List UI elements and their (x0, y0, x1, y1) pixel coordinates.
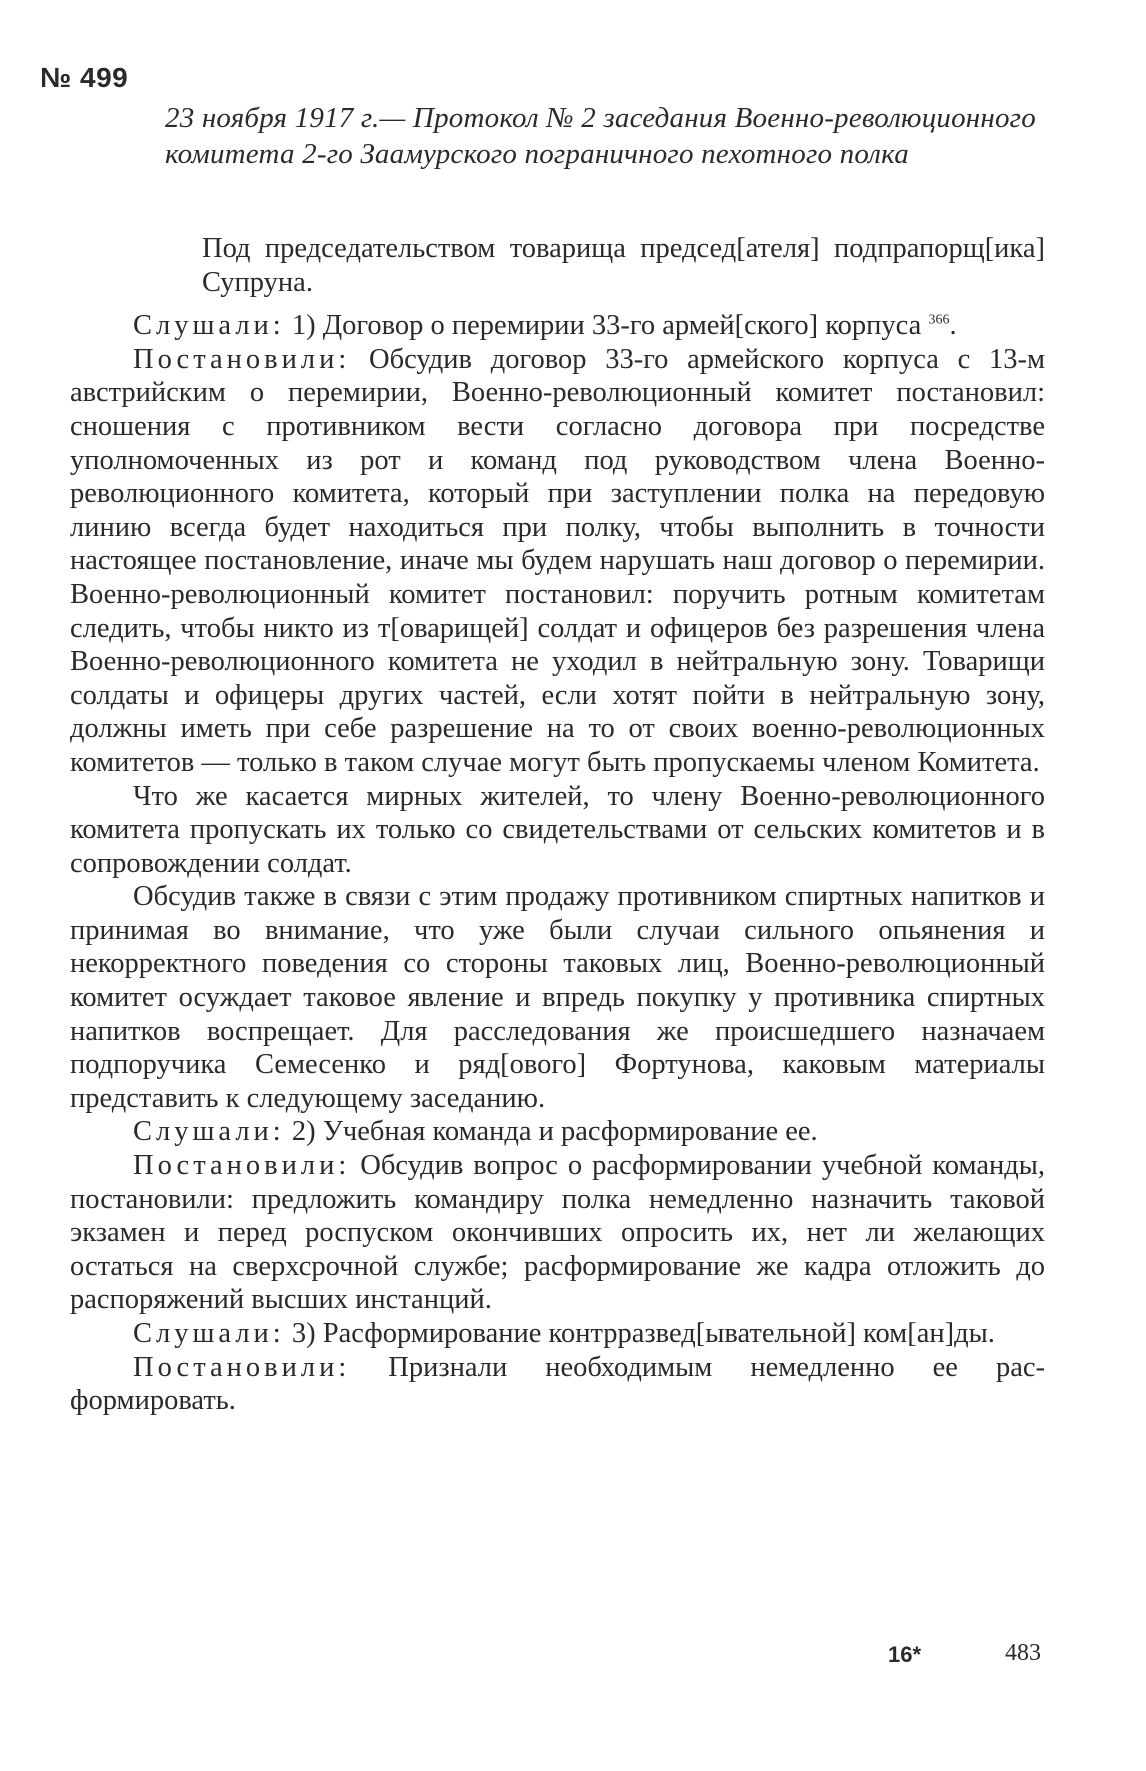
heard-label: Слушали: (133, 310, 285, 342)
heard-text: 3) Расформирование контрразвед[ывательной] ком[ан]ды. (291, 1318, 995, 1349)
heard-item-1 (70, 309, 1045, 343)
resolved-label: Постановили: (133, 1351, 351, 1383)
resolved-text: Обсудив вопрос о расформировании учебной команды, постановили: предложить командиру полка немедленно назначить таковой экзамен и перед роспуском окончивших опросить их, нет ли желающих остаться на сверхсрочной службе; расформирование же кадра отложить до распоряжений высших инстанций. (70, 1150, 1046, 1316)
footnote-ref: 366 (928, 312, 950, 328)
resolved-label: Постановили: (133, 1150, 351, 1182)
page-number: 483 (1005, 1640, 1041, 1666)
heard-tail: . (949, 310, 957, 342)
protocol-body (70, 232, 1045, 1418)
heard-item-2 (70, 1115, 1045, 1149)
chair-line: Под председательством товарища председ[ателя] подпрапорщ[ика] Супруна. (202, 233, 1045, 298)
printer-signature: 16* (888, 1642, 922, 1667)
document-number: № 499 (40, 62, 129, 93)
paragraph-alcohol: Обсудив также в связи с этим продажу противником спиртных напитков и принимая во внимание, что уже были случаи сильного опьянения и некорректного поведения со стороны таковых лиц, Военно-революционный комитет осуждает таковое явление и впредь покупку у противника спиртных напитков воспрещает. Для расследования же происшедшего назначаем подпоручика Семесенко и ряд[ового] Фортунова, каковым материалы представить к следующему заседанию. (70, 881, 1045, 1114)
resolved-text: Обсудив договор 33-го армейского корпуса с 13-м австрийским о перемирии, Военно-революционный комитет постановил: сношения с противником вести согласно договора при посредстве уполномоченных из рот и команд под руководством члена Военно-революционного комитета, который при заступлении полка на передовую линию всегда будет находиться при полку, чтобы выполнить в точности настоящее постановление, иначе мы будем нарушать наш договор о перемирии. Военно-революционный комитет постановил: поручить ротным комитетам следить, чтобы никто из т[оварищей] солдат и офицеров без разрешения члена Военно-революционного комитета не уходил в нейтральную зону. Товарищи солдаты и офицеры других частей, если хотят пойти в нейтральную зону, должны иметь при себе разрешение на то от своих военно-революционных комитетов — только в таком случае могут быть пропускаемы членом Комитета. (70, 343, 1046, 778)
resolved-item-2 (70, 1149, 1045, 1317)
paragraph-civilians: Что же касается мирных жителей, то члену Военно-революционного комитета пропускать их только со свидетельствами от сельских комитетов и в сопровождении солдат. (70, 780, 1045, 879)
heard-text: 2) Учебная команда и расформирование ее. (291, 1116, 818, 1148)
heard-text: 1) Договор о перемирии 33-го армей[ского] корпуса (291, 310, 922, 342)
resolved-item-1 (70, 343, 1045, 780)
heard-label: Слушали: (133, 1318, 285, 1349)
heard-label: Слушали: (133, 1116, 285, 1148)
resolved-text: Признали необходимым немедленно ее расформировать. (70, 1351, 1045, 1417)
resolved-label: Постановили: (133, 343, 351, 375)
resolved-item-3 (70, 1351, 1045, 1418)
heard-item-3 (70, 1317, 1045, 1351)
document-title: 23 ноября 1917 г.— Протокол № 2 заседания Военно-революционного комитета 2-го Заамурского пограничного пехотного полка (165, 102, 1036, 170)
